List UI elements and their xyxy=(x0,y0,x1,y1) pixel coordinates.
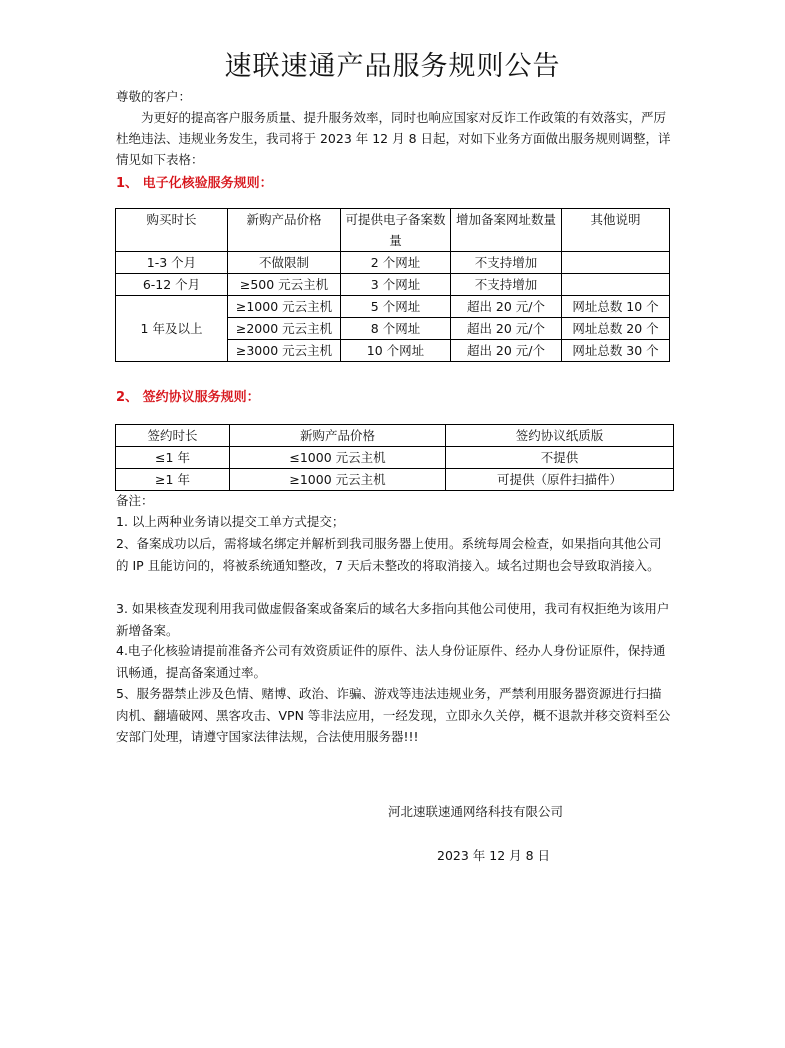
signature-date: 2023 年 12 月 8 日 xyxy=(437,848,551,863)
table-cell: 1 年及以上 xyxy=(116,296,228,362)
table-row xyxy=(116,469,674,491)
note-item-4: 4.电子化核验请提前准备齐公司有效资质证件的原件、法人身份证原件、经办人身份证原件，保持通讯畅通，提高备案通过率。 xyxy=(116,643,666,680)
header-cell: 新购产品价格 xyxy=(228,209,341,252)
table-cell xyxy=(562,252,670,274)
page-title: 速联速通产品服务规则公告 xyxy=(224,51,561,82)
table-cell: ≥3000 元云主机 xyxy=(228,340,341,362)
note-item-5: 5、服务器禁止涉及色情、赌博、政治、诈骗、游戏等违法违规业务，严禁利用服务器资源进行扫描肉机、翻墙破网、黑客攻击、VPN 等非法应用，一经发现，立即永久关停，概不退款并移交资料至公安部门处理，请遵守国家法律法规，合法使用服务器!!! xyxy=(116,686,671,744)
note-item-3: 3. 如果核查发现利用我司做虚假备案或备案后的域名大多指向其他公司使用，我司有权拒绝为该用户新增备案。 xyxy=(116,601,670,638)
table-cell: ≥500 元云主机 xyxy=(228,274,341,296)
table-cell: 不支持增加 xyxy=(451,274,562,296)
table-row xyxy=(116,447,674,469)
table-row xyxy=(116,252,670,274)
table-cell: 网址总数 10 个 xyxy=(562,296,670,318)
contract-rules-table xyxy=(115,424,674,491)
table-cell: 网址总数 20 个 xyxy=(562,318,670,340)
header-cell: 其他说明 xyxy=(562,209,670,252)
note-item-1: 1. 以上两种业务请以提交工单方式提交； xyxy=(116,514,345,529)
table-cell: 超出 20 元/个 xyxy=(451,296,562,318)
table-cell: ≥1 年 xyxy=(116,469,230,491)
header-cell: 签约协议纸质版 xyxy=(446,425,674,447)
table-header-row xyxy=(116,425,674,447)
table-cell: 网址总数 30 个 xyxy=(562,340,670,362)
table-cell: ≥1000 元云主机 xyxy=(230,469,446,491)
table-header-row xyxy=(116,209,670,252)
section1-title: 1、 电子化核验服务规则： xyxy=(116,176,273,191)
table-cell: 2 个网址 xyxy=(341,252,451,274)
table-cell: 1-3 个月 xyxy=(116,252,228,274)
table-cell: ≥2000 元云主机 xyxy=(228,318,341,340)
header-cell: 增加备案网址数量 xyxy=(451,209,562,252)
table-cell: 不做限制 xyxy=(228,252,341,274)
section2-title: 2、 签约协议服务规则： xyxy=(116,390,260,405)
table-cell: 超出 20 元/个 xyxy=(451,318,562,340)
table-row xyxy=(116,274,670,296)
header-cell: 购买时长 xyxy=(116,209,228,252)
header-cell: 签约时长 xyxy=(116,425,230,447)
table-cell: 超出 20 元/个 xyxy=(451,340,562,362)
note-item-2: 2、备案成功以后，需将域名绑定并解析到我司服务器上使用。系统每周会检查，如果指向其他公司的 IP 且能访问的，将被系统通知整改，7 天后未整改的将取消接入。域名过期也会导致取消接入。 xyxy=(116,536,662,573)
table-cell: 3 个网址 xyxy=(341,274,451,296)
table-cell: ≤1 年 xyxy=(116,447,230,469)
header-cell: 新购产品价格 xyxy=(230,425,446,447)
notes-heading: 备注： xyxy=(116,493,154,508)
table-cell: 5 个网址 xyxy=(341,296,451,318)
header-cell: 可提供电子备案数量 xyxy=(341,209,451,252)
table-cell: 不支持增加 xyxy=(451,252,562,274)
table-cell xyxy=(562,274,670,296)
table-row xyxy=(116,296,670,318)
greeting: 尊敬的客户： xyxy=(116,89,192,104)
table-cell: 可提供（原件扫描件） xyxy=(446,469,674,491)
company-signature: 河北速联速通网络科技有限公司 xyxy=(388,804,564,819)
table-cell: ≤1000 元云主机 xyxy=(230,447,446,469)
e-verification-rules-table xyxy=(115,208,670,362)
table-cell: 10 个网址 xyxy=(341,340,451,362)
table-cell: 不提供 xyxy=(446,447,674,469)
intro-paragraph: 为更好的提高客户服务质量、提升服务效率，同时也响应国家对反诈工作政策的有效落实，严厉杜绝违法、违规业务发生，我司将于 2023 年 12 月 8 日起，对如下业务方面做出服务规则调整，详情见如下表格： xyxy=(116,110,671,167)
table-cell: 8 个网址 xyxy=(341,318,451,340)
table-cell: ≥1000 元云主机 xyxy=(228,296,341,318)
table-cell: 6-12 个月 xyxy=(116,274,228,296)
